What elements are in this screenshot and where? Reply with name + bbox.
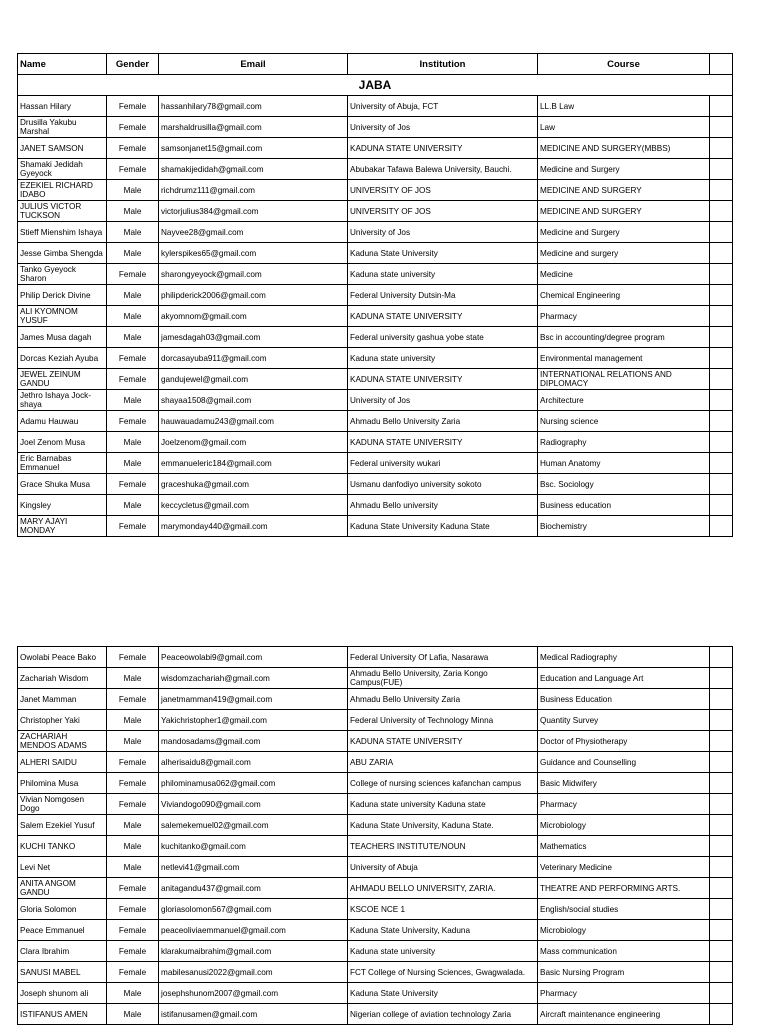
cell-extra: [710, 836, 733, 857]
cell-name: SANUSI MABEL: [18, 962, 107, 983]
cell-gender: Female: [107, 411, 159, 432]
cell-extra: [710, 495, 733, 516]
cell-email: richdrumz111@gmail.com: [159, 180, 348, 201]
cell-institution: Kaduna State University: [348, 243, 538, 264]
cell-course: Nursing science: [538, 411, 710, 432]
cell-gender: Female: [107, 264, 159, 285]
cell-course: Medicine: [538, 264, 710, 285]
cell-gender: Female: [107, 689, 159, 710]
cell-gender: Female: [107, 96, 159, 117]
cell-email: Joelzenom@gmail.com: [159, 432, 348, 453]
cell-gender: Female: [107, 159, 159, 180]
cell-gender: Male: [107, 390, 159, 411]
cell-extra: [710, 878, 733, 899]
cell-institution: KADUNA STATE UNIVERSITY: [348, 369, 538, 390]
table-row: [18, 815, 733, 836]
cell-name: MARY AJAYI MONDAY: [18, 516, 107, 537]
table-row: [18, 453, 733, 474]
cell-course: Radiography: [538, 432, 710, 453]
cell-institution: TEACHERS INSTITUTE/NOUN: [348, 836, 538, 857]
table-row: [18, 689, 733, 710]
cell-institution: University of Jos: [348, 222, 538, 243]
cell-email: kylerspikes65@gmail.com: [159, 243, 348, 264]
header-email: Email: [159, 54, 348, 75]
cell-name: Salem Ezekiel Yusuf: [18, 815, 107, 836]
cell-email: shamakijedidah@gmail.com: [159, 159, 348, 180]
cell-institution: Kaduna State University, Kaduna: [348, 920, 538, 941]
cell-institution: ABU ZARIA: [348, 752, 538, 773]
cell-course: Medicine and Surgery: [538, 159, 710, 180]
cell-institution: Kaduna State University, Kaduna State.: [348, 815, 538, 836]
cell-institution: KADUNA STATE UNIVERSITY: [348, 432, 538, 453]
cell-email: marshaldrusilla@gmail.com: [159, 117, 348, 138]
cell-email: alherisaidu8@gmail.com: [159, 752, 348, 773]
cell-name: Jethro Ishaya Jock-shaya: [18, 390, 107, 411]
cell-extra: [710, 920, 733, 941]
table-row: [18, 941, 733, 962]
table-row: [18, 962, 733, 983]
cell-gender: Male: [107, 327, 159, 348]
cell-extra: [710, 390, 733, 411]
cell-institution: Ahmadu Bello university: [348, 495, 538, 516]
cell-gender: Female: [107, 773, 159, 794]
cell-email: istifanusamen@gmail.com: [159, 1004, 348, 1025]
cell-name: Owolabi Peace Bako: [18, 647, 107, 668]
cell-institution: Federal University Of Lafia, Nasarawa: [348, 647, 538, 668]
table-row: [18, 390, 733, 411]
cell-extra: [710, 962, 733, 983]
cell-extra: [710, 668, 733, 689]
cell-gender: Male: [107, 815, 159, 836]
cell-extra: [710, 159, 733, 180]
cell-extra: [710, 453, 733, 474]
cell-institution: Ahmadu Bello University Zaria: [348, 689, 538, 710]
cell-name: Stieff Mienshim Ishaya: [18, 222, 107, 243]
cell-institution: KADUNA STATE UNIVERSITY: [348, 731, 538, 752]
cell-extra: [710, 306, 733, 327]
cell-name: Dorcas Keziah Ayuba: [18, 348, 107, 369]
cell-email: klarakumaibrahim@gmail.com: [159, 941, 348, 962]
cell-gender: Female: [107, 348, 159, 369]
table-row: [18, 96, 733, 117]
cell-course: Business education: [538, 495, 710, 516]
cell-email: marymonday440@gmail.com: [159, 516, 348, 537]
cell-name: Christopher Yaki: [18, 710, 107, 731]
cell-email: philipderick2006@gmail.com: [159, 285, 348, 306]
cell-name: Gloria Solomon: [18, 899, 107, 920]
cell-extra: [710, 138, 733, 159]
cell-email: kuchitanko@gmail.com: [159, 836, 348, 857]
cell-course: Environmental management: [538, 348, 710, 369]
cell-name: Clara Ibrahim: [18, 941, 107, 962]
cell-course: Biochemistry: [538, 516, 710, 537]
cell-gender: Male: [107, 432, 159, 453]
cell-course: Mathematics: [538, 836, 710, 857]
cell-extra: [710, 516, 733, 537]
cell-gender: Female: [107, 647, 159, 668]
cell-name: Philomina Musa: [18, 773, 107, 794]
cell-extra: [710, 348, 733, 369]
cell-course: Human Anatomy: [538, 453, 710, 474]
cell-institution: Kaduna State University Kaduna State: [348, 516, 538, 537]
table-row: [18, 1004, 733, 1025]
cell-name: EZEKIEL RICHARD IDABO: [18, 180, 107, 201]
cell-email: shayaa1508@gmail.com: [159, 390, 348, 411]
cell-course: Business Education: [538, 689, 710, 710]
cell-name: Joel Zenom Musa: [18, 432, 107, 453]
cell-gender: Female: [107, 369, 159, 390]
cell-course: Microbiology: [538, 920, 710, 941]
cell-course: INTERNATIONAL RELATIONS AND DIPLOMACY: [538, 369, 710, 390]
cell-course: Guidance and Counselling: [538, 752, 710, 773]
cell-course: Aircraft maintenance engineering: [538, 1004, 710, 1025]
header-extra: [710, 54, 733, 75]
cell-extra: [710, 731, 733, 752]
cell-email: emmanueleric184@gmail.com: [159, 453, 348, 474]
header-name: Name: [18, 54, 107, 75]
cell-email: graceshuka@gmail.com: [159, 474, 348, 495]
student-table-1: [17, 53, 733, 537]
cell-institution: UNIVERSITY OF JOS: [348, 201, 538, 222]
cell-institution: Ahmadu Bello University, Zaria Kongo Campus(FUE): [348, 668, 538, 689]
cell-extra: [710, 752, 733, 773]
cell-email: salemekemuel02@gmail.com: [159, 815, 348, 836]
table-row: [18, 516, 733, 537]
cell-email: josephshunom2007@gmail.com: [159, 983, 348, 1004]
table-row: [18, 857, 733, 878]
cell-gender: Female: [107, 752, 159, 773]
table-row: [18, 138, 733, 159]
cell-extra: [710, 941, 733, 962]
cell-name: Vivian Nomgosen Dogo: [18, 794, 107, 815]
cell-email: hauwauadamu243@gmail.com: [159, 411, 348, 432]
cell-institution: AHMADU BELLO UNIVERSITY, ZARIA.: [348, 878, 538, 899]
cell-course: Law: [538, 117, 710, 138]
cell-course: LL.B Law: [538, 96, 710, 117]
cell-course: Quantity Survey: [538, 710, 710, 731]
table-row: [18, 983, 733, 1004]
cell-course: Medicine and Surgery: [538, 222, 710, 243]
cell-institution: Federal university wukari: [348, 453, 538, 474]
cell-extra: [710, 857, 733, 878]
cell-email: sharongyeyock@gmail.com: [159, 264, 348, 285]
cell-course: Pharmacy: [538, 794, 710, 815]
table-row: [18, 264, 733, 285]
cell-institution: University of Abuja: [348, 857, 538, 878]
cell-course: Doctor of Physiotherapy: [538, 731, 710, 752]
cell-email: akyomnom@gmail.com: [159, 306, 348, 327]
cell-extra: [710, 117, 733, 138]
cell-gender: Male: [107, 453, 159, 474]
cell-name: Peace Emmanuel: [18, 920, 107, 941]
cell-course: THEATRE AND PERFORMING ARTS.: [538, 878, 710, 899]
cell-email: mandosadams@gmail.com: [159, 731, 348, 752]
cell-gender: Female: [107, 941, 159, 962]
cell-name: Levi Net: [18, 857, 107, 878]
table-row: [18, 731, 733, 752]
cell-course: MEDICINE AND SURGERY: [538, 201, 710, 222]
cell-institution: Abubakar Tafawa Balewa University, Bauchi.: [348, 159, 538, 180]
cell-institution: University of Jos: [348, 117, 538, 138]
table-row: [18, 306, 733, 327]
table-row: [18, 794, 733, 815]
cell-institution: Kaduna state university: [348, 941, 538, 962]
cell-course: Architecture: [538, 390, 710, 411]
cell-institution: KSCOE NCE 1: [348, 899, 538, 920]
cell-extra: [710, 285, 733, 306]
cell-institution: KADUNA STATE UNIVERSITY: [348, 138, 538, 159]
cell-institution: Federal university gashua yobe state: [348, 327, 538, 348]
cell-course: Microbiology: [538, 815, 710, 836]
cell-course: Bsc. Sociology: [538, 474, 710, 495]
cell-email: Nayvee28@gmail.com: [159, 222, 348, 243]
cell-name: Philip Derick Divine: [18, 285, 107, 306]
cell-email: Yakichristopher1@gmail.com: [159, 710, 348, 731]
table-row: [18, 348, 733, 369]
cell-extra: [710, 1004, 733, 1025]
cell-gender: Female: [107, 794, 159, 815]
cell-email: Viviandogo090@gmail.com: [159, 794, 348, 815]
cell-institution: Nigerian college of aviation technology Zaria: [348, 1004, 538, 1025]
cell-gender: Female: [107, 516, 159, 537]
cell-extra: [710, 432, 733, 453]
cell-name: ALHERI SAIDU: [18, 752, 107, 773]
cell-gender: Male: [107, 222, 159, 243]
cell-gender: Female: [107, 962, 159, 983]
cell-email: gandujewel@gmail.com: [159, 369, 348, 390]
table-row: [18, 411, 733, 432]
table-row: [18, 222, 733, 243]
cell-gender: Female: [107, 138, 159, 159]
table-row: [18, 432, 733, 453]
cell-extra: [710, 794, 733, 815]
cell-name: KUCHI TANKO: [18, 836, 107, 857]
cell-name: JANET SAMSON: [18, 138, 107, 159]
cell-course: Education and Language Art: [538, 668, 710, 689]
cell-extra: [710, 222, 733, 243]
table-row: [18, 878, 733, 899]
cell-extra: [710, 474, 733, 495]
cell-course: Chemical Engineering: [538, 285, 710, 306]
cell-institution: University of Abuja, FCT: [348, 96, 538, 117]
cell-extra: [710, 773, 733, 794]
cell-course: Mass communication: [538, 941, 710, 962]
table-row: [18, 495, 733, 516]
cell-gender: Female: [107, 899, 159, 920]
cell-gender: Male: [107, 306, 159, 327]
cell-institution: Kaduna State University: [348, 983, 538, 1004]
cell-name: JEWEL ZEINUM GANDU: [18, 369, 107, 390]
cell-name: Eric Barnabas Emmanuel: [18, 453, 107, 474]
cell-name: ANITA ANGOM GANDU: [18, 878, 107, 899]
cell-gender: Male: [107, 1004, 159, 1025]
cell-email: victorjulius384@gmail.com: [159, 201, 348, 222]
cell-email: hassanhilary78@gmail.com: [159, 96, 348, 117]
cell-course: Basic Nursing Program: [538, 962, 710, 983]
cell-institution: Federal University of Technology Minna: [348, 710, 538, 731]
cell-name: Drusilla Yakubu Marshal: [18, 117, 107, 138]
cell-course: Pharmacy: [538, 983, 710, 1004]
cell-institution: University of Jos: [348, 390, 538, 411]
student-table-2: [17, 646, 733, 1025]
cell-email: Peaceowolabi9@gmail.com: [159, 647, 348, 668]
cell-gender: Male: [107, 285, 159, 306]
cell-extra: [710, 647, 733, 668]
cell-institution: KADUNA STATE UNIVERSITY: [348, 306, 538, 327]
cell-name: Jesse Gimba Shengda: [18, 243, 107, 264]
table-row: [18, 474, 733, 495]
cell-name: James Musa dagah: [18, 327, 107, 348]
cell-name: Adamu Hauwau: [18, 411, 107, 432]
cell-institution: Federal University Dutsin-Ma: [348, 285, 538, 306]
cell-gender: Male: [107, 836, 159, 857]
cell-email: gloriasolomon567@gmail.com: [159, 899, 348, 920]
cell-email: anitagandu437@gmail.com: [159, 878, 348, 899]
table-row: [18, 159, 733, 180]
cell-institution: Kaduna state university Kaduna state: [348, 794, 538, 815]
table-row: [18, 668, 733, 689]
cell-email: dorcasayuba911@gmail.com: [159, 348, 348, 369]
table-row: [18, 710, 733, 731]
cell-extra: [710, 710, 733, 731]
table-row: [18, 327, 733, 348]
cell-course: Pharmacy: [538, 306, 710, 327]
cell-gender: Male: [107, 983, 159, 1004]
cell-extra: [710, 264, 733, 285]
cell-gender: Female: [107, 474, 159, 495]
cell-gender: Female: [107, 878, 159, 899]
table-row: [18, 920, 733, 941]
section-title: JABA: [18, 75, 733, 96]
cell-email: janetmamman419@gmail.com: [159, 689, 348, 710]
cell-extra: [710, 243, 733, 264]
cell-extra: [710, 180, 733, 201]
table-row: [18, 899, 733, 920]
cell-name: Joseph shunom ali: [18, 983, 107, 1004]
cell-extra: [710, 411, 733, 432]
cell-institution: College of nursing sciences kafanchan campus: [348, 773, 538, 794]
table-row: [18, 836, 733, 857]
cell-extra: [710, 815, 733, 836]
header-row: [18, 54, 733, 75]
table-row: [18, 285, 733, 306]
cell-extra: [710, 899, 733, 920]
table-row: [18, 773, 733, 794]
cell-email: samsonjanet15@gmail.com: [159, 138, 348, 159]
cell-gender: Male: [107, 668, 159, 689]
table-row: [18, 369, 733, 390]
cell-extra: [710, 327, 733, 348]
cell-gender: Female: [107, 920, 159, 941]
cell-name: JULIUS VICTOR TUCKSON: [18, 201, 107, 222]
cell-institution: UNIVERSITY OF JOS: [348, 180, 538, 201]
cell-gender: Male: [107, 495, 159, 516]
cell-gender: Female: [107, 117, 159, 138]
cell-extra: [710, 201, 733, 222]
cell-gender: Male: [107, 731, 159, 752]
header-institution: Institution: [348, 54, 538, 75]
cell-gender: Male: [107, 243, 159, 264]
cell-course: Medical Radiography: [538, 647, 710, 668]
cell-course: Bsc in accounting/degree program: [538, 327, 710, 348]
cell-gender: Male: [107, 201, 159, 222]
cell-extra: [710, 689, 733, 710]
cell-gender: Male: [107, 710, 159, 731]
section-row: [18, 75, 733, 96]
cell-name: Hassan Hilary: [18, 96, 107, 117]
cell-extra: [710, 96, 733, 117]
cell-name: ISTIFANUS AMEN: [18, 1004, 107, 1025]
cell-name: Tanko Gyeyock Sharon: [18, 264, 107, 285]
table-row: [18, 752, 733, 773]
cell-email: mabilesanusi2022@gmail.com: [159, 962, 348, 983]
cell-institution: Ahmadu Bello University Zaria: [348, 411, 538, 432]
table-row: [18, 117, 733, 138]
cell-course: MEDICINE AND SURGERY: [538, 180, 710, 201]
cell-gender: Male: [107, 857, 159, 878]
cell-name: Shamaki Jedidah Gyeyock: [18, 159, 107, 180]
cell-email: netlevi41@gmail.com: [159, 857, 348, 878]
cell-course: Veterinary Medicine: [538, 857, 710, 878]
header-course: Course: [538, 54, 710, 75]
cell-name: ZACHARIAH MENDOS ADAMS: [18, 731, 107, 752]
table-row: [18, 243, 733, 264]
cell-name: ALI KYOMNOM YUSUF: [18, 306, 107, 327]
cell-institution: Kaduna state university: [348, 264, 538, 285]
cell-email: wisdomzachariah@gmail.com: [159, 668, 348, 689]
cell-course: English/social studies: [538, 899, 710, 920]
cell-name: Zachariah Wisdom: [18, 668, 107, 689]
cell-institution: Usmanu danfodiyo university sokoto: [348, 474, 538, 495]
table-row: [18, 201, 733, 222]
cell-name: Kingsley: [18, 495, 107, 516]
cell-institution: Kaduna state university: [348, 348, 538, 369]
cell-extra: [710, 983, 733, 1004]
cell-email: jamesdagah03@gmail.com: [159, 327, 348, 348]
cell-name: Janet Mamman: [18, 689, 107, 710]
cell-course: Medicine and surgery: [538, 243, 710, 264]
cell-extra: [710, 369, 733, 390]
cell-course: Basic Midwifery: [538, 773, 710, 794]
cell-institution: FCT College of Nursing Sciences, Gwagwalada.: [348, 962, 538, 983]
cell-email: keccycletus@gmail.com: [159, 495, 348, 516]
cell-course: MEDICINE AND SURGERY(MBBS): [538, 138, 710, 159]
cell-name: Grace Shuka Musa: [18, 474, 107, 495]
table-row: [18, 180, 733, 201]
cell-email: philominamusa062@gmail.com: [159, 773, 348, 794]
header-gender: Gender: [107, 54, 159, 75]
table-row: [18, 647, 733, 668]
cell-email: peaceoliviaemmanuel@gmail.com: [159, 920, 348, 941]
cell-gender: Male: [107, 180, 159, 201]
